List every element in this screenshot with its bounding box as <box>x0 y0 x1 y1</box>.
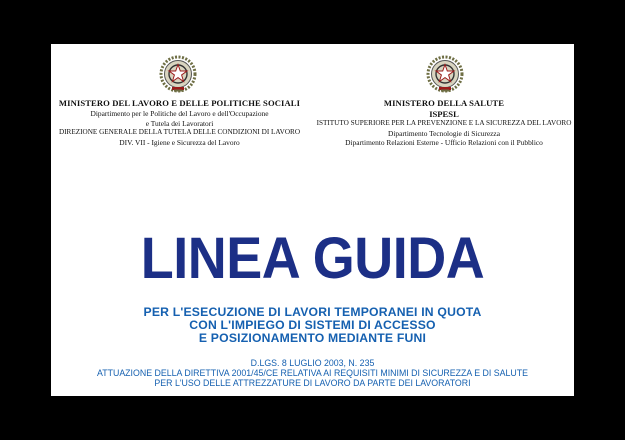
decree-line: D.LGS. 8 LUGLIO 2003, N. 235 <box>250 358 375 368</box>
decree-line: ATTUAZIONE DELLA DIRETTIVA 2001/45/CE RELATIVA AI REQUISITI MINIMI DI SICUREZZA E DI SALUTE <box>97 367 528 378</box>
left-ministry-header <box>57 98 302 147</box>
decree-reference <box>51 359 574 388</box>
decree-line: PER L'USO DELLE ATTREZZATURE DI LAVORO DA PARTE DEI LAVORATORI <box>154 377 471 388</box>
italian-republic-emblem-icon <box>425 54 465 94</box>
right-header-line: ISTITUTO SUPERIORE PER LA PREVENZIONE E LA SICUREZZA DEL LAVORO <box>316 119 572 127</box>
left-ministry-name: MINISTERO DEL LAVORO E DELLE POLITICHE SOCIALI <box>58 98 301 108</box>
document-page <box>51 44 574 396</box>
left-header-line: e Tutela dei Lavoratori <box>145 118 214 128</box>
italian-republic-emblem-icon <box>158 54 198 94</box>
document-title: LINEA GUIDA <box>140 226 485 291</box>
right-ministry-header <box>313 98 574 148</box>
subtitle-line: CON L'IMPIEGO DI SISTEMI DI ACCESSO <box>189 318 436 332</box>
right-header-line: Dipartimento Relazioni Esterne - Ufficio Relazioni con il Pubblico <box>345 138 543 148</box>
subtitle-line: E POSIZIONAMENTO MEDIANTE FUNI <box>198 331 427 345</box>
subtitle-line: PER L'ESECUZIONE DI LAVORI TEMPORANEI IN QUOTA <box>143 305 482 319</box>
right-ministry-name: MINISTERO DELLA SALUTE <box>383 98 505 108</box>
left-header-line: DIREZIONE GENERALE DELLA TUTELA DELLE CONDIZIONI DI LAVORO <box>58 128 301 137</box>
left-header-line: DIV. VII - Igiene e Sicurezza del Lavoro <box>119 137 240 147</box>
ispesl-acronym: ISPESL <box>429 109 459 119</box>
document-subtitle <box>51 306 574 345</box>
right-header-line: Dipartimento Tecnologie di Sicurezza <box>387 128 500 138</box>
left-header-line: Dipartimento per le Politiche del Lavoro e dell'Occupazione <box>90 109 269 118</box>
